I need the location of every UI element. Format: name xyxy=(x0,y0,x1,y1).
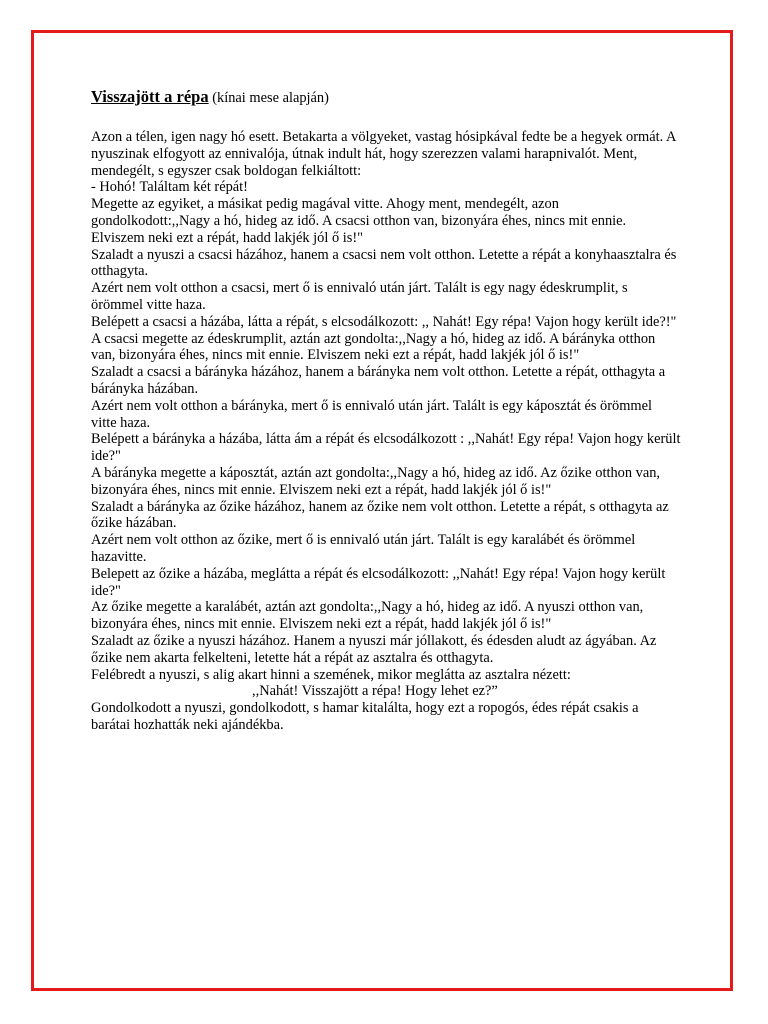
paragraph: Megette az egyiket, a másikat pedig magával vitte. Ahogy ment, mendegélt, azon gondolkodott:,,Nagy a hó, hideg az idő. A csacsi otthon van, bizonyára éhes, nincs mit ennie. Elviszem neki ezt a répát, hadd lakjék jól ő is!" xyxy=(91,196,627,246)
paragraph: Szaladt az őzike a nyuszi házához. Hanem a nyuszi már jóllakott, és édesden aludt az ágyában. Az őzike nem akarta felkelteni, letette hát a répát az asztalra és otthagyta. xyxy=(91,632,657,666)
document-subtitle: (kínai mese alapján) xyxy=(212,90,329,106)
paragraph: Az őzike megette a karalábét, aztán azt gondolta:,,Nagy a hó, hideg az idő. A nyuszi otthon van, bizonyára éhes, nincs mit ennie. Elviszem neki ezt a répát, hadd lakjék jól ő is!" xyxy=(91,599,644,633)
title-line xyxy=(91,87,681,108)
paragraph: Felébredt a nyuszi, s alig akart hinni a szemének, mikor meglátta az asztalra nézett: xyxy=(91,666,571,683)
paragraph: Szaladt a nyuszi a csacsi házához, hanem a csacsi nem volt otthon. Letette a répát a konyhaasztalra és otthagyta. xyxy=(91,246,677,280)
paragraph: Belépett a bárányka a házába, látta ám a répát és elcsodálkozott : ,,Nahát! Egy répa! Vajon hogy került ide?" xyxy=(91,431,681,465)
paragraph: A bárányka megette a káposztát, aztán azt gondolta:,,Nagy a hó, hideg az idő. Az őzike otthon van, bizonyára éhes, nincs mit ennie. Elviszem neki ezt a répát, hadd lakjék jól ő is!" xyxy=(91,464,661,498)
paragraph: Szaladt a csacsi a bárányka házához, hanem a bárányka nem volt otthon. Letette a répát, otthagyta a bárányka házában. xyxy=(91,364,666,397)
paragraph: Azért nem volt otthon a bárányka, mert ő is ennivaló után járt. Talált is egy káposztát és örömmel vitte haza. xyxy=(91,397,653,431)
paragraph: A csacsi megette az édeskrumplit, aztán azt gondolta:,,Nagy a hó, hideg az idő. A bárányka otthon van, bizonyára éhes, nincs mit ennie. Elviszem neki ezt a répát, hadd lakjék jól ő is!" xyxy=(91,330,656,364)
document-title: Visszajött a répa xyxy=(91,87,209,106)
paragraph: Szaladt a bárányka az őzike házához, hanem az őzike nem volt otthon. Letette a répát, s otthagyta az őzike házában. xyxy=(91,498,669,532)
paragraph: - Hohó! Találtam két répát! xyxy=(91,179,248,196)
closing-paragraph: Gondolkodott a nyuszi, gondolkodott, s hamar kitalálta, hogy ezt a ropogós, édes répát csakis a barátai hozhatták neki ajándékba. xyxy=(91,700,639,733)
paragraph: Belepett az őzike a házába, meglátta a répát és elcsodálkozott: ,,Nahát! Egy répa! Vajon hogy került ide?" xyxy=(91,565,666,599)
paragraph: Azért nem volt otthon a csacsi, mert ő is ennivaló után járt. Talált is egy nagy édeskrumplit, s örömmel vitte haza. xyxy=(91,280,628,313)
paragraph: Belépett a csacsi a házába, látta a répát, s elcsodálkozott: ,, Nahát! Egy répa! Vajon hogy került ide?!" xyxy=(91,313,677,330)
paragraph: Azért nem volt otthon az őzike, mert ő is ennivaló után járt. Talált is egy karalábét és örömmel hazavitte. xyxy=(91,532,636,565)
paragraph: Azon a télen, igen nagy hó esett. Betakarta a völgyeket, vastag hósipkával fedte be a hegyek ormát. A nyuszinak elfogyott az ennivalója, útnak indult hát, hogy szerezzen valami harapnivalót. Ment, mendegélt, s egyszer csak boldogan felkiáltott: xyxy=(91,129,676,179)
centered-quote: ,,Nahát! Visszajött a répa! Hogy lehet ez?” xyxy=(252,683,498,700)
document-body xyxy=(91,87,681,734)
